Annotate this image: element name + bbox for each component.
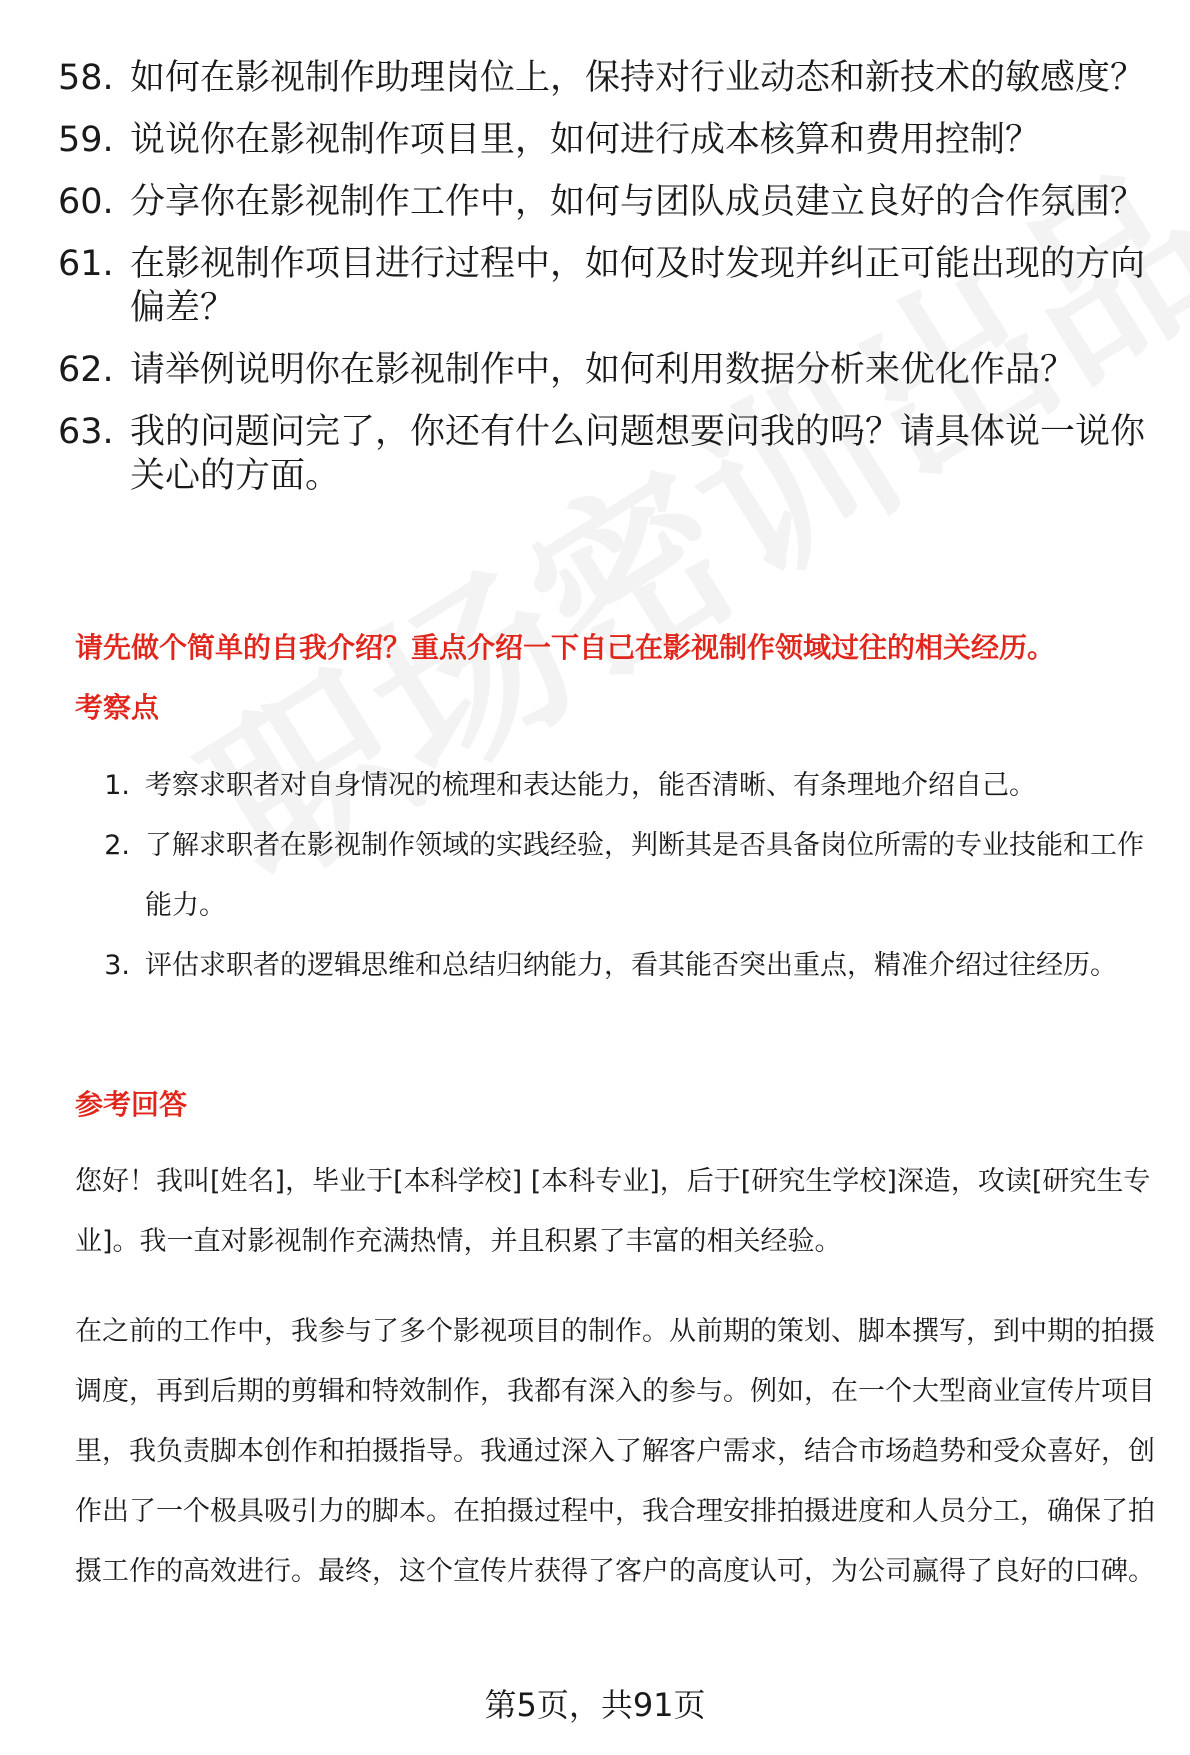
assessment-point [75,936,1155,996]
question-item [58,410,1158,498]
question-text: 如何在影视制作助理岗位上，保持对行业动态和新技术的敏感度？ [130,58,1146,98]
question-text: 说说你在影视制作项目里，如何进行成本核算和费用控制？ [130,120,1041,160]
answer-paragraph: 在之前的工作中，我参与了多个影视项目的制作。从前期的策划、脚本撰写，到中期的拍摄调度，再到后期的剪辑和特效制作，我都有深入的参与。例如，在一个大型商业宣传片项目里，我负责脚本创作和拍摄指导。我通过深入了解客户需求，结合市场趋势和受众喜好，创作出了一个极具吸引力的脚本。在拍摄过程中，我合理安排拍摄进度和人员分工，确保了拍摄工作的高效进行。最终，这个宣传片获得了客户的高度认可，为公司赢得了良好的口碑。 [75,1316,1155,1587]
assessment-points [75,756,1155,996]
question-item [58,348,1158,392]
question-item [58,242,1158,330]
point-number: 1. [104,770,130,801]
answer-heading: 参考回答 [75,1088,188,1121]
point-text: 评估求职者的逻辑思维和总结归纳能力，看其能否突出重点，精准介绍过往经历。 [145,950,1117,981]
assessment-point [75,816,1155,936]
section-title-block [75,628,1155,668]
page-footer: 第5页，共91页 [484,1686,706,1724]
section-title: 请先做个简单的自我介绍？重点介绍一下自己在影视制作领域过往的相关经历。 [75,631,1056,664]
question-number: 60. [58,182,114,222]
question-number: 58. [58,58,114,98]
question-number: 63. [58,412,114,452]
question-item [58,118,1158,162]
point-number: 3. [104,950,130,981]
question-number: 61. [58,244,114,284]
point-number: 2. [104,830,130,861]
point-text: 了解求职者在影视制作领域的实践经验，判断其是否具备岗位所需的专业技能和工作能力。 [145,830,1144,921]
question-text: 请举例说明你在影视制作中，如何利用数据分析来优化作品？ [130,350,1076,390]
assessment-point [75,756,1155,816]
question-text: 分享你在影视制作工作中，如何与团队成员建立良好的合作氛围？ [130,182,1146,222]
question-number: 59. [58,120,114,160]
answer-paragraph: 您好！我叫[姓名]，毕业于[本科学校] [本科专业]，后于[研究生学校]深造，攻读[研究生专业]。我一直对影视制作充满热情，并且积累了丰富的相关经验。 [75,1166,1151,1257]
question-number: 62. [58,350,114,390]
assessment-heading-block [75,688,1155,728]
question-list [58,56,1158,516]
question-item [58,56,1158,100]
point-text: 考察求职者对自身情况的梳理和表达能力，能否清晰、有条理地介绍自己。 [145,770,1036,801]
answer-heading-block [75,1085,1155,1125]
question-item [58,180,1158,224]
question-text: 在影视制作项目进行过程中，如何及时发现并纠正可能出现的方向偏差？ [130,244,1146,328]
question-text: 我的问题问完了，你还有什么问题想要问我的吗？请具体说一说你关心的方面。 [130,412,1146,496]
assessment-heading: 考察点 [75,691,160,724]
